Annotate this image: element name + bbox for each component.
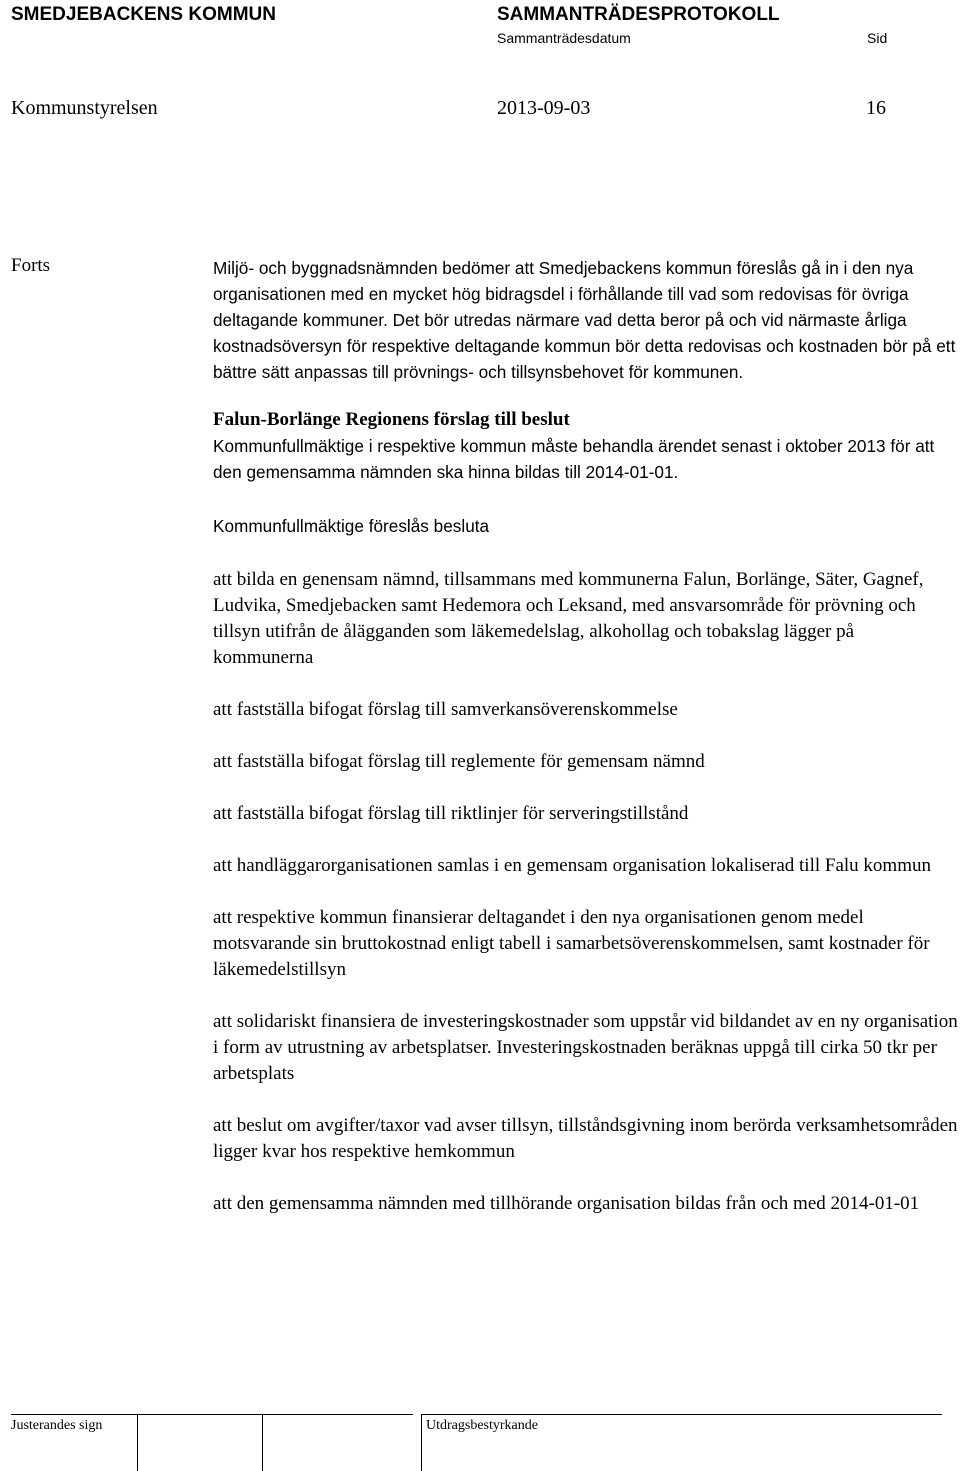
organization-name: SMEDJEBACKENS KOMMUN [11, 4, 276, 25]
att-item: att respektive kommun finansierar deltagandet i den nya organisationen genom medel motsvarande sin bruttokostnad enligt tabell i samarbetsöverenskommelsen, samt kostnader för läkemedelstillsyn [213, 907, 930, 980]
footer-divider [137, 1414, 138, 1471]
signature-label: Justerandes sign [11, 1418, 103, 1433]
page-number: 16 [866, 97, 886, 119]
att-item: att bilda en genensam nämnd, tillsammans med kommunerna Falun, Borlänge, Säter, Gagnef, Ludvika, Smedjebacken samt Hedemora och Leksand, med ansvarsområde för prövning och tillsyn utifrån de ålägganden som läkemedelslag, alkohollag och tobakslag lägger på kommunerna [213, 569, 924, 668]
footer-divider [421, 1414, 422, 1471]
att-item: att fastställa bifogat förslag till riktlinjer för serveringstillstånd [213, 803, 689, 824]
committee-name: Kommunstyrelsen [11, 97, 158, 119]
att-item: att den gemensamma nämnden med tillhörande organisation bildas från och med 2014-01-01 [213, 1193, 920, 1214]
page-label: Sid [867, 30, 888, 46]
proposal-paragraph [213, 407, 958, 485]
footer-rule-right [421, 1414, 942, 1415]
proposal-text: Kommunfullmäktige i respektive kommun måste behandla ärendet senast i oktober 2013 för att den gemensamma nämnden ska hinna bildas till 2014-01-01. [213, 436, 935, 482]
section-label: Forts [11, 255, 51, 276]
meeting-date: 2013-09-03 [497, 97, 591, 119]
att-item: att fastställa bifogat förslag till samverkansöverenskommelse [213, 699, 678, 720]
footer-rule-left [11, 1414, 413, 1415]
att-item: att solidariskt finansiera de investeringskostnader som uppstår vid bildandet av en ny organisation i form av utrustning av arbetsplatser. Investeringskostnaden beräknas uppgå till cirka 50 tkr per arbetsplats [213, 1011, 958, 1084]
proposal-heading: Falun-Borlänge Regionens förslag till beslut [213, 409, 570, 430]
att-item: att fastställa bifogat förslag till reglemente för gemensam nämnd [213, 751, 705, 772]
att-item: att beslut om avgifter/taxor vad avser tillsyn, tillståndsgivning inom berörda verksamhetsområden ligger kvar hos respektive hemkommun [213, 1115, 958, 1162]
att-item: att handläggarorganisationen samlas i en gemensam organisation lokaliserad till Falu kommun [213, 855, 931, 876]
footer-divider [262, 1414, 263, 1471]
certification-label: Utdragsbestyrkande [426, 1418, 538, 1433]
meeting-date-label: Sammanträdesdatum [497, 30, 631, 46]
intro-paragraph: Miljö- och byggnadsnämnden bedömer att Smedjebackens kommun föreslås gå in i den nya organisationen med en mycket hög bidragsdel i förhållande till vad som redovisas för övriga deltagande kommuner. Det bör utredas närmare vad detta beror på och vid närmaste årliga kostnadsöversyn för respektive deltagande kommun bör detta redovisas och kostnaden bör på ett bättre sätt anpassas till prövnings- och tillsynsbehovet för kommunen. [213, 258, 956, 382]
main-content [213, 255, 958, 1217]
document-type: SAMMANTRÄDESPROTOKOLL [497, 4, 780, 25]
proposes-line: Kommunfullmäktige föreslås besluta [213, 516, 490, 536]
